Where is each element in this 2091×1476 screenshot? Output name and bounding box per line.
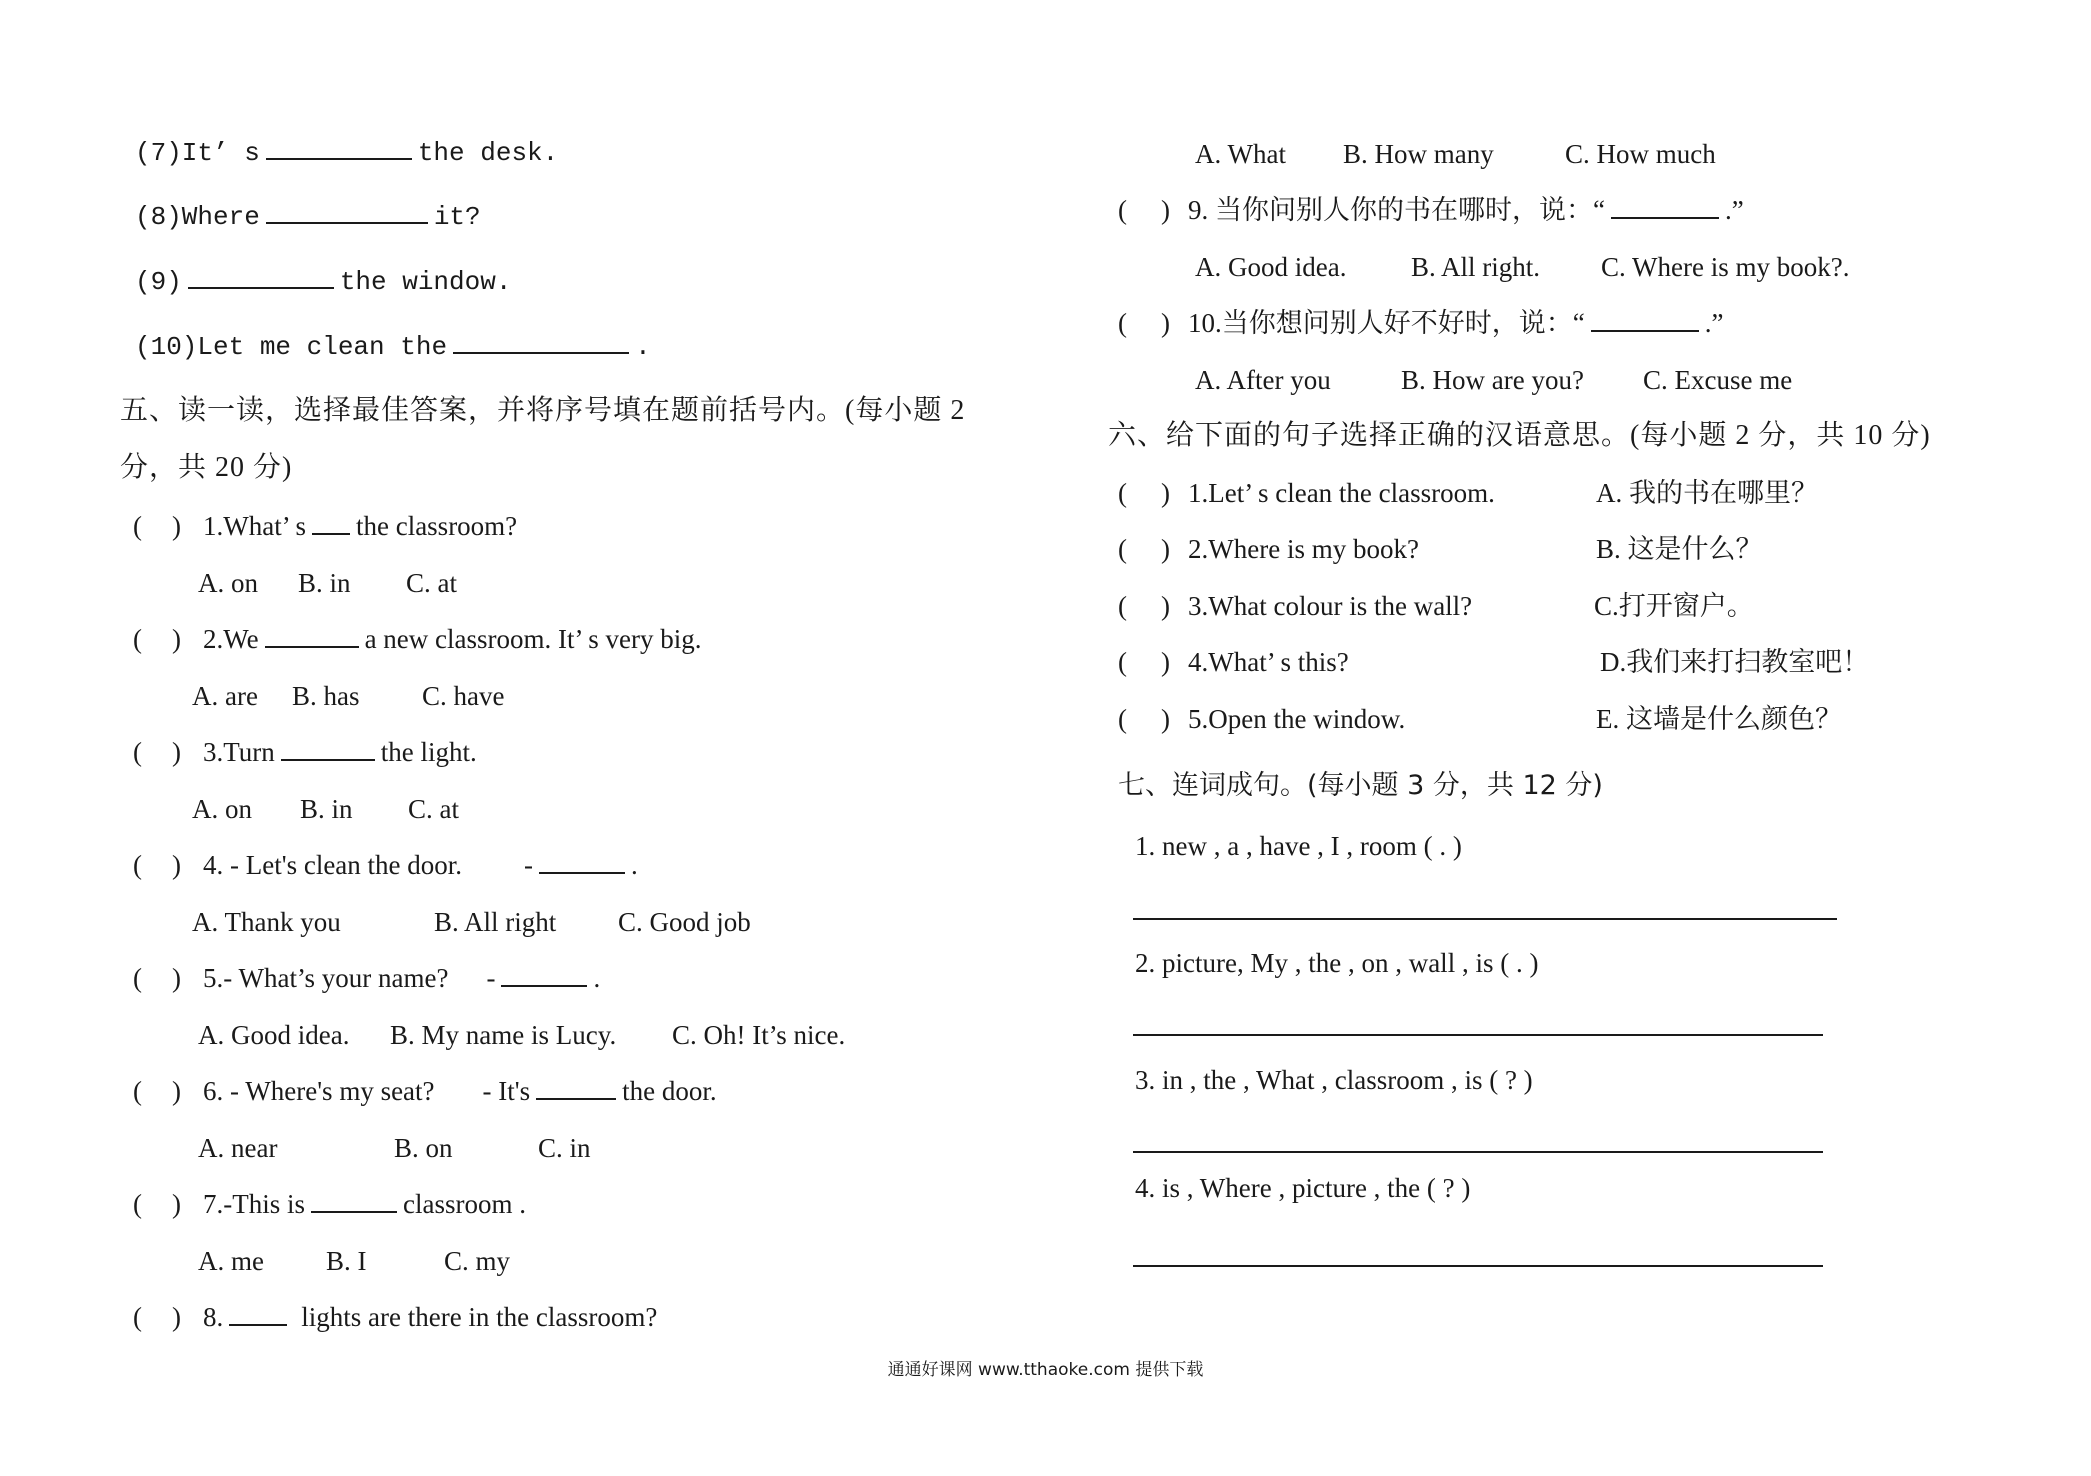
option-a: A. on	[192, 794, 252, 824]
answer-blank[interactable]	[536, 1074, 616, 1100]
option-c: C. at	[406, 568, 457, 598]
question-2: ( ) 2.We a new classroom. It’ s very big.	[133, 621, 701, 657]
answer-blank[interactable]	[265, 622, 359, 648]
question-2-options	[192, 678, 504, 714]
answer-blank[interactable]	[539, 848, 625, 874]
answer-paren[interactable]: ( )	[133, 1076, 181, 1106]
page-footer: 通通好课网 www.tthaoke.com 提供下载	[887, 1360, 1204, 1380]
answer-paren[interactable]: ( )	[1118, 478, 1170, 508]
option-b: B. in	[298, 568, 351, 598]
option-b: B. How are you?	[1401, 365, 1584, 395]
option-c: C. Good job	[618, 907, 751, 937]
question-3-options	[192, 791, 459, 827]
option-a: A. on	[198, 568, 258, 598]
question-8-options	[1195, 136, 1716, 172]
answer-paren[interactable]: ( )	[133, 624, 181, 654]
answer-blank[interactable]	[266, 134, 412, 160]
answer-blank[interactable]	[311, 1187, 397, 1213]
question-7-options	[198, 1243, 510, 1279]
option-b: B. All right.	[1411, 252, 1541, 282]
answer-paren[interactable]: ( )	[1118, 704, 1170, 734]
option-b: B. My name is Lucy.	[390, 1020, 617, 1050]
question-9-options	[1195, 249, 1849, 285]
match-item-2: ( ) 2.Where is my book? B. 这是什么？	[1118, 531, 1763, 567]
question-4: ( ) 4. - Let's clean the door. - .	[133, 847, 638, 883]
question-3: ( ) 3.Turn the light.	[133, 734, 477, 770]
option-b: B. All right	[434, 907, 557, 937]
fill-item-9: (9) the window.	[135, 263, 511, 300]
option-c: C. at	[408, 794, 459, 824]
option-a: A. me	[198, 1246, 264, 1276]
section-7-title: 七、连词成句。(每小题 3 分，共 12 分)	[1118, 770, 1603, 801]
option-b: B. in	[300, 794, 353, 824]
fill-item-8: (8)Where it?	[135, 198, 481, 235]
option-c: C. Oh! It’s nice.	[672, 1020, 846, 1050]
fill-item-7: (7)It’ s the desk.	[135, 134, 558, 171]
answer-blank[interactable]	[1611, 193, 1719, 219]
question-1-options	[198, 565, 457, 601]
answer-paren[interactable]: ( )	[133, 963, 181, 993]
answer-blank[interactable]	[266, 198, 428, 224]
answer-paren[interactable]: ( )	[1118, 534, 1170, 564]
answer-blank[interactable]	[1591, 306, 1699, 332]
option-a: A. Good idea.	[1195, 252, 1347, 282]
section-5-title: 五、读一读，选择最佳答案，并将序号填在题前括号内。(每小题 2	[120, 395, 966, 426]
answer-line[interactable]	[1133, 918, 1837, 920]
answer-paren[interactable]: ( )	[1118, 647, 1170, 677]
option-c: C. in	[538, 1133, 591, 1163]
question-4-options	[192, 904, 751, 940]
answer-blank[interactable]	[188, 263, 334, 289]
section-5-title-cont: 分，共 20 分)	[120, 452, 293, 483]
match-item-3: ( ) 3.What colour is the wall? C.打开窗户。	[1118, 588, 1754, 624]
order-item-3: 3. in , the , What , classroom , is ( ? )	[1135, 1065, 1533, 1095]
order-item-1: 1. new , a , have , I , room ( . )	[1135, 831, 1462, 861]
question-5: ( ) 5.- What’s your name? - .	[133, 960, 600, 996]
answer-paren[interactable]: ( )	[133, 1189, 181, 1219]
option-a: A. What	[1195, 139, 1286, 169]
option-a: A. After you	[1195, 365, 1331, 395]
option-a: A. are	[192, 681, 258, 711]
order-item-2: 2. picture, My , the , on , wall , is ( . )	[1135, 948, 1539, 978]
option-a: A. near	[198, 1133, 278, 1163]
question-7: ( ) 7.-This is classroom .	[133, 1186, 526, 1222]
option-a: A. Thank you	[192, 907, 341, 937]
option-b: B. How many	[1343, 139, 1494, 169]
section-6-title: 六、给下面的句子选择正确的汉语意思。(每小题 2 分，共 10 分)	[1108, 420, 1931, 451]
answer-paren[interactable]: ( )	[133, 1302, 181, 1332]
answer-line[interactable]	[1133, 1265, 1823, 1267]
match-item-1: ( ) 1.Let’ s clean the classroom. A. 我的书在哪里？	[1118, 475, 1818, 511]
match-item-4: ( ) 4.What’ s this? D.我们来打扫教室吧！	[1118, 644, 1869, 680]
option-c: C. my	[444, 1246, 511, 1276]
option-c: C. Where is my book?.	[1601, 252, 1850, 282]
answer-line[interactable]	[1133, 1151, 1823, 1153]
question-9: ( ) 9. 当你问别人你的书在哪时，说：“ .”	[1118, 192, 1744, 228]
answer-line[interactable]	[1133, 1034, 1823, 1036]
answer-paren[interactable]: ( )	[1118, 195, 1170, 225]
option-c: C. Excuse me	[1643, 365, 1793, 395]
answer-blank[interactable]	[501, 961, 587, 987]
answer-blank[interactable]	[312, 509, 350, 535]
answer-paren[interactable]: ( )	[1118, 591, 1170, 621]
order-item-4: 4. is , Where , picture , the ( ? )	[1135, 1173, 1471, 1203]
answer-paren[interactable]: ( )	[133, 850, 181, 880]
question-10: ( ) 10.当你想问别人好不好时，说：“ .”	[1118, 305, 1723, 341]
match-item-5: ( ) 5.Open the window. E. 这墙是什么颜色？	[1118, 701, 1842, 737]
option-a: A. Good idea.	[198, 1020, 350, 1050]
option-b: B. I	[326, 1246, 367, 1276]
option-b: B. on	[394, 1133, 453, 1163]
answer-paren[interactable]: ( )	[133, 511, 181, 541]
question-5-options	[198, 1017, 845, 1053]
question-6: ( ) 6. - Where's my seat? - It's the door.	[133, 1073, 717, 1109]
answer-blank[interactable]	[229, 1300, 287, 1326]
answer-blank[interactable]	[281, 735, 375, 761]
question-6-options	[198, 1130, 591, 1166]
option-c: C. How much	[1565, 139, 1716, 169]
option-b: B. has	[292, 681, 360, 711]
option-c: C. have	[422, 681, 505, 711]
answer-blank[interactable]	[453, 328, 629, 354]
answer-paren[interactable]: ( )	[133, 737, 181, 767]
question-8: ( ) 8. lights are there in the classroom?	[133, 1299, 657, 1335]
answer-paren[interactable]: ( )	[1118, 308, 1170, 338]
fill-item-10: (10)Let me clean the .	[135, 328, 651, 365]
question-1: ( ) 1.What’ s the classroom?	[133, 508, 517, 544]
question-10-options	[1195, 362, 1792, 398]
